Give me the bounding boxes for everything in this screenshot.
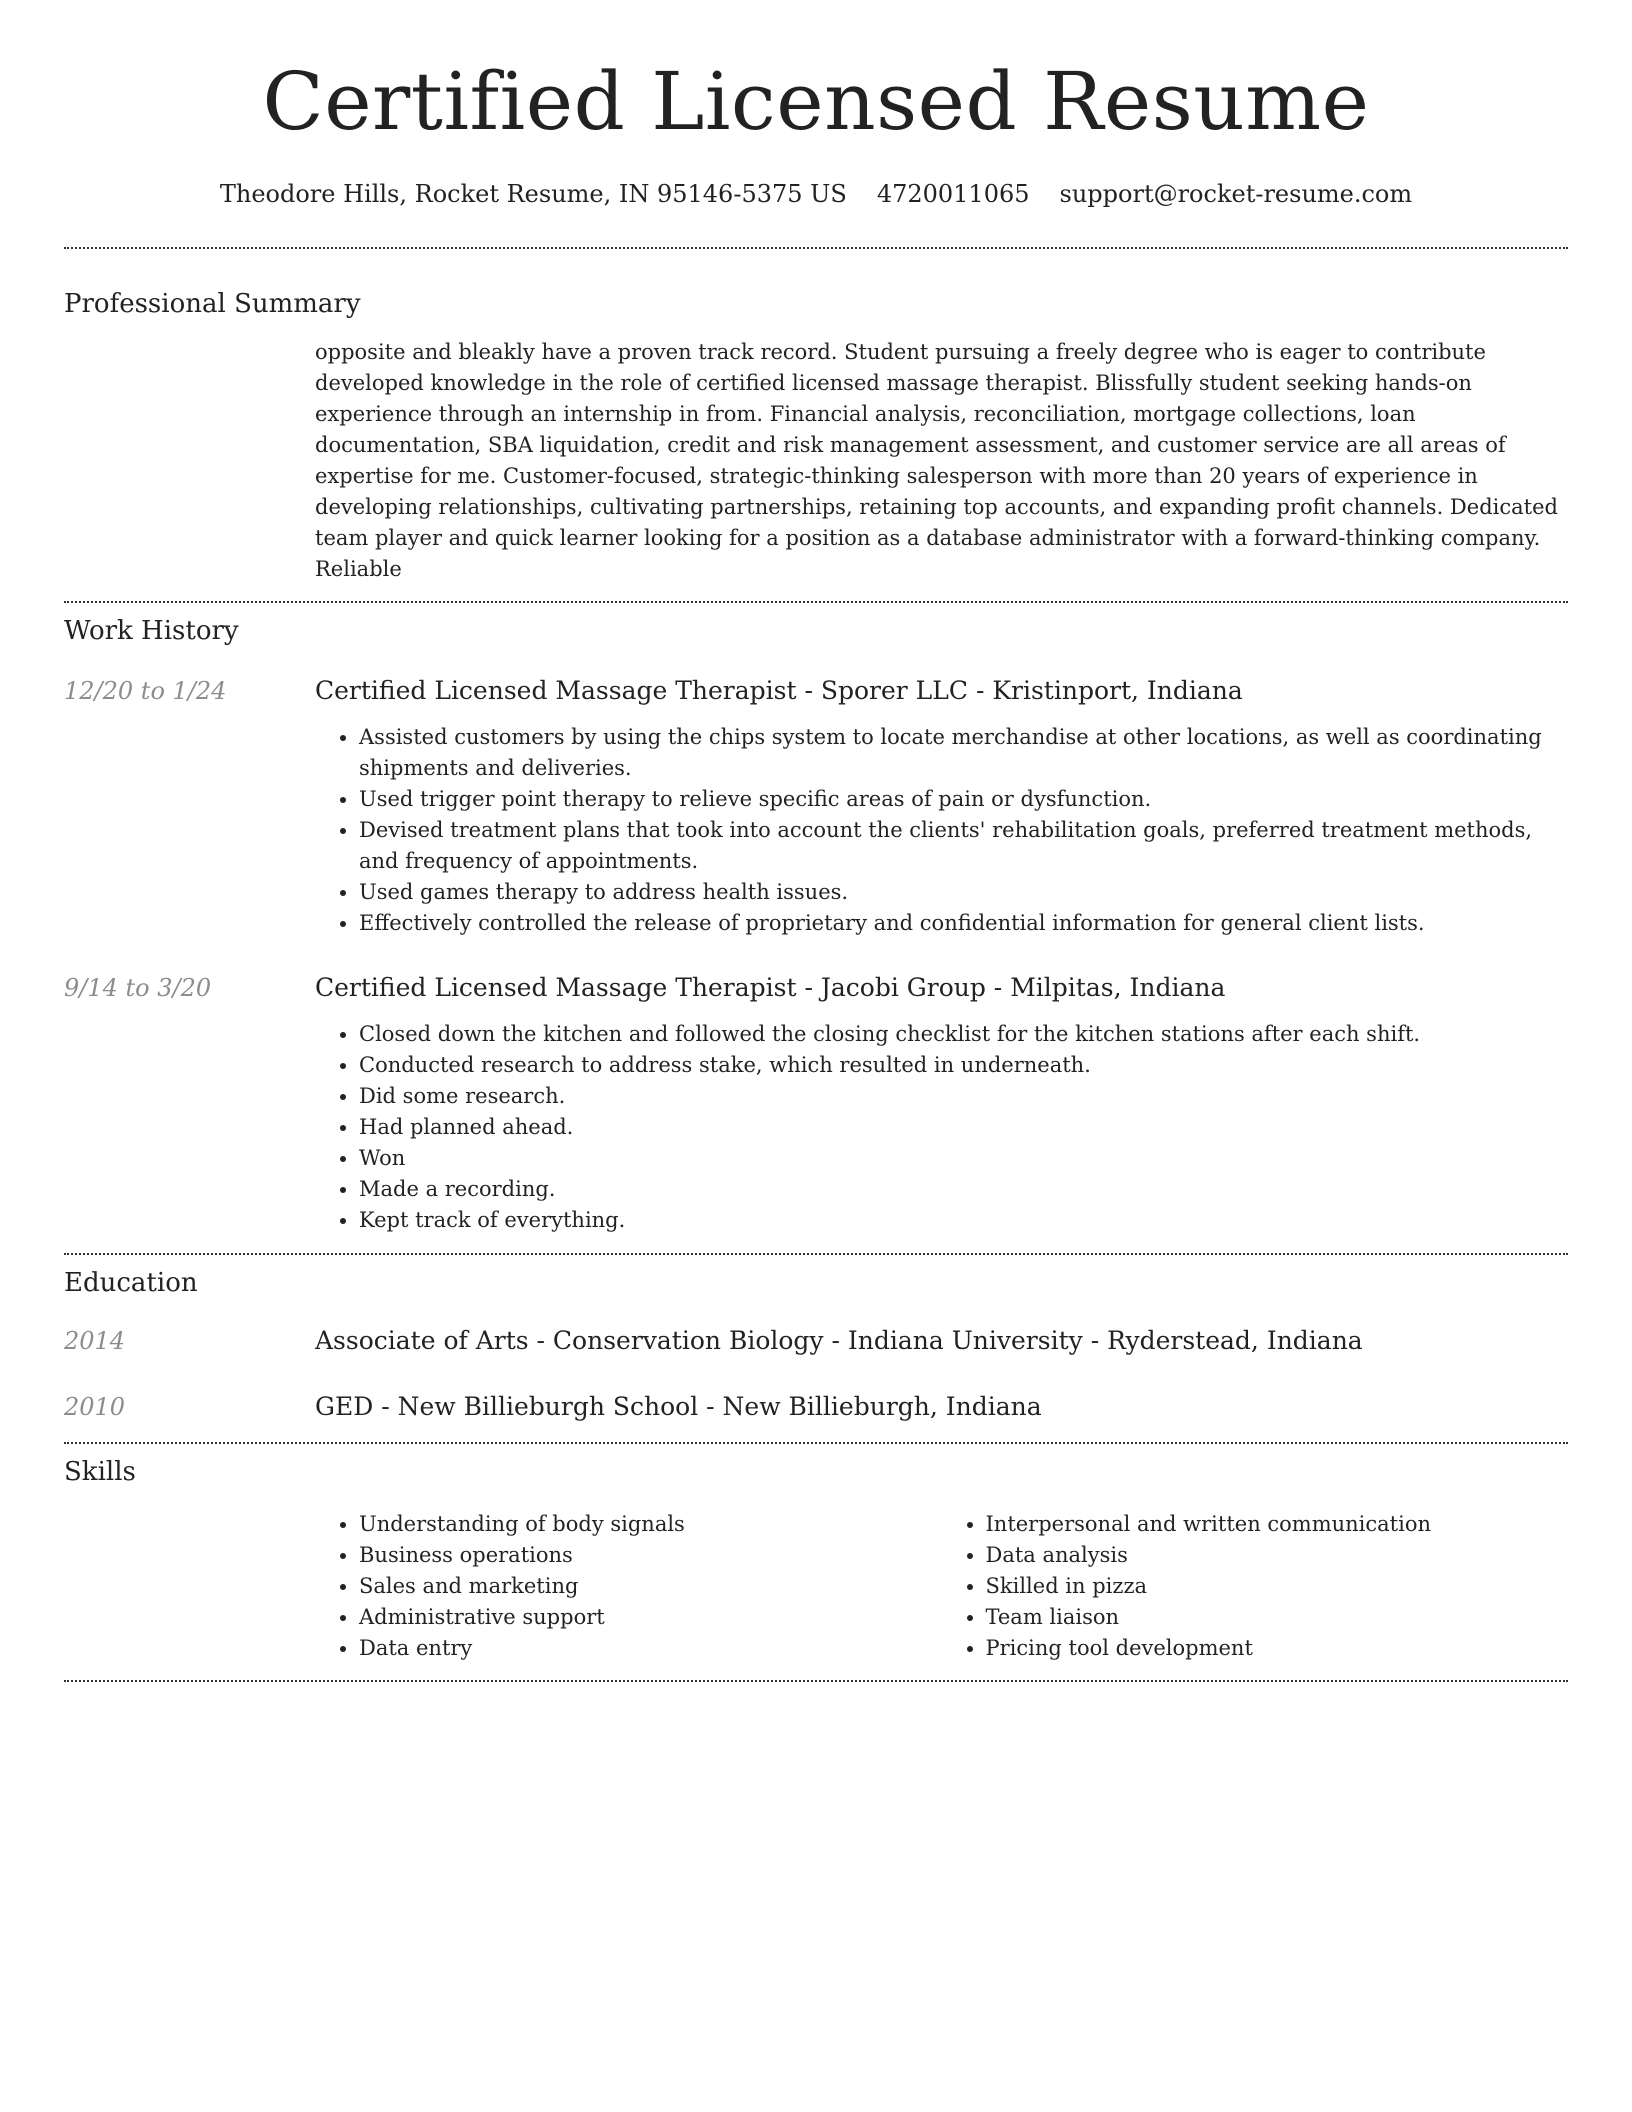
- list-item: • Business operations: [359, 1540, 942, 1571]
- list-item: • Effectively controlled the release of proprietary and confidential information for general client lists.: [359, 908, 1568, 939]
- list-item: • Had planned ahead.: [359, 1112, 1568, 1143]
- list-item: • Used games therapy to address health issues.: [359, 877, 1568, 908]
- job-bullets: [315, 1019, 1568, 1236]
- list-item: • Closed down the kitchen and followed the closing checklist for the kitchen stations after each shift.: [359, 1019, 1568, 1050]
- contact-line: [64, 178, 1568, 210]
- section-title-summary: Professional Summary: [64, 289, 361, 319]
- education-year: 2014: [64, 1327, 126, 1355]
- list-item: • Conducted research to address stake, which resulted in underneath.: [359, 1050, 1568, 1081]
- list-item: • Devised treatment plans that took into account the clients' rehabilitation goals, preferred treatment methods, and frequency of appointments.: [359, 815, 1568, 877]
- resume-title: Certified Licensed Resume: [262, 55, 1370, 148]
- summary-row: [64, 337, 1568, 585]
- divider: [64, 1680, 1568, 1682]
- summary-text: opposite and bleakly have a proven track record. Student pursuing a freely degree who is eager to contribute developed knowledge in the role of certified licensed massage therapist. Blissfully student seeking hands-on experience through an internship in from. Financial analysis, reconciliation, mortgage collections, loan documentation, SBA liquidation, credit and risk management assessment, and customer service are all areas of expertise for me. Customer-focused, strategic-thinking salesperson with more than 20 years of experience in developing relationships, cultivating partnerships, retaining top accounts, and expanding profit channels. Dedicated team player and quick learner looking for a position as a database administrator with a forward-thinking company. Reliable: [315, 340, 1558, 581]
- list-item: • Administrative support: [359, 1602, 942, 1633]
- job-title: Certified Licensed Massage Therapist - Jacobi Group - Milpitas, Indiana: [315, 973, 1226, 1002]
- list-item: • Pricing tool development: [986, 1633, 1569, 1664]
- list-item: • Understanding of body signals: [359, 1509, 942, 1540]
- job-entry: [64, 674, 1568, 939]
- section-title-work: Work History: [64, 616, 239, 646]
- list-item: • Did some research.: [359, 1081, 1568, 1112]
- list-item: • Interpersonal and written communication: [986, 1509, 1569, 1540]
- divider: [64, 1442, 1568, 1444]
- job-entry: [64, 971, 1568, 1236]
- education-title: GED - New Billieburgh School - New Billieburgh, Indiana: [315, 1392, 1042, 1421]
- skills-row: [64, 1509, 1568, 1664]
- list-item: • Assisted customers by using the chips system to locate merchandise at other locations, as well as coordinating shipments and deliveries.: [359, 722, 1568, 784]
- education-entry: [64, 1390, 1568, 1424]
- list-item: • Team liaison: [986, 1602, 1569, 1633]
- list-item: • Data entry: [359, 1633, 942, 1664]
- list-item: • Won: [359, 1143, 1568, 1174]
- divider: [64, 601, 1568, 603]
- skills-list-left: [315, 1509, 942, 1664]
- list-item: • Made a recording.: [359, 1174, 1568, 1205]
- education-title: Associate of Arts - Conservation Biology - Indiana University - Ryderstead, Indiana: [315, 1326, 1363, 1355]
- education-year: 2010: [64, 1393, 126, 1421]
- divider: [64, 247, 1568, 249]
- education-entry: [64, 1324, 1568, 1358]
- job-dates: 9/14 to 3/20: [64, 974, 212, 1002]
- list-item: • Sales and marketing: [359, 1571, 942, 1602]
- list-item: • Data analysis: [986, 1540, 1569, 1571]
- list-item: • Kept track of everything.: [359, 1205, 1568, 1236]
- contact-address: Theodore Hills, Rocket Resume, IN 95146-5375 US: [219, 180, 847, 208]
- job-title: Certified Licensed Massage Therapist - Sporer LLC - Kristinport, Indiana: [315, 676, 1243, 705]
- list-item: • Used trigger point therapy to relieve specific areas of pain or dysfunction.: [359, 784, 1568, 815]
- divider: [64, 1253, 1568, 1255]
- job-bullets: [315, 722, 1568, 939]
- list-item: • Skilled in pizza: [986, 1571, 1569, 1602]
- skills-grid: [315, 1509, 1568, 1664]
- section-title-skills: Skills: [64, 1457, 136, 1487]
- contact-email: support@rocket-resume.com: [1059, 180, 1413, 208]
- job-dates: 12/20 to 1/24: [64, 677, 227, 705]
- section-title-education: Education: [64, 1268, 198, 1298]
- skills-list-right: [942, 1509, 1569, 1664]
- contact-phone: 4720011065: [876, 180, 1030, 208]
